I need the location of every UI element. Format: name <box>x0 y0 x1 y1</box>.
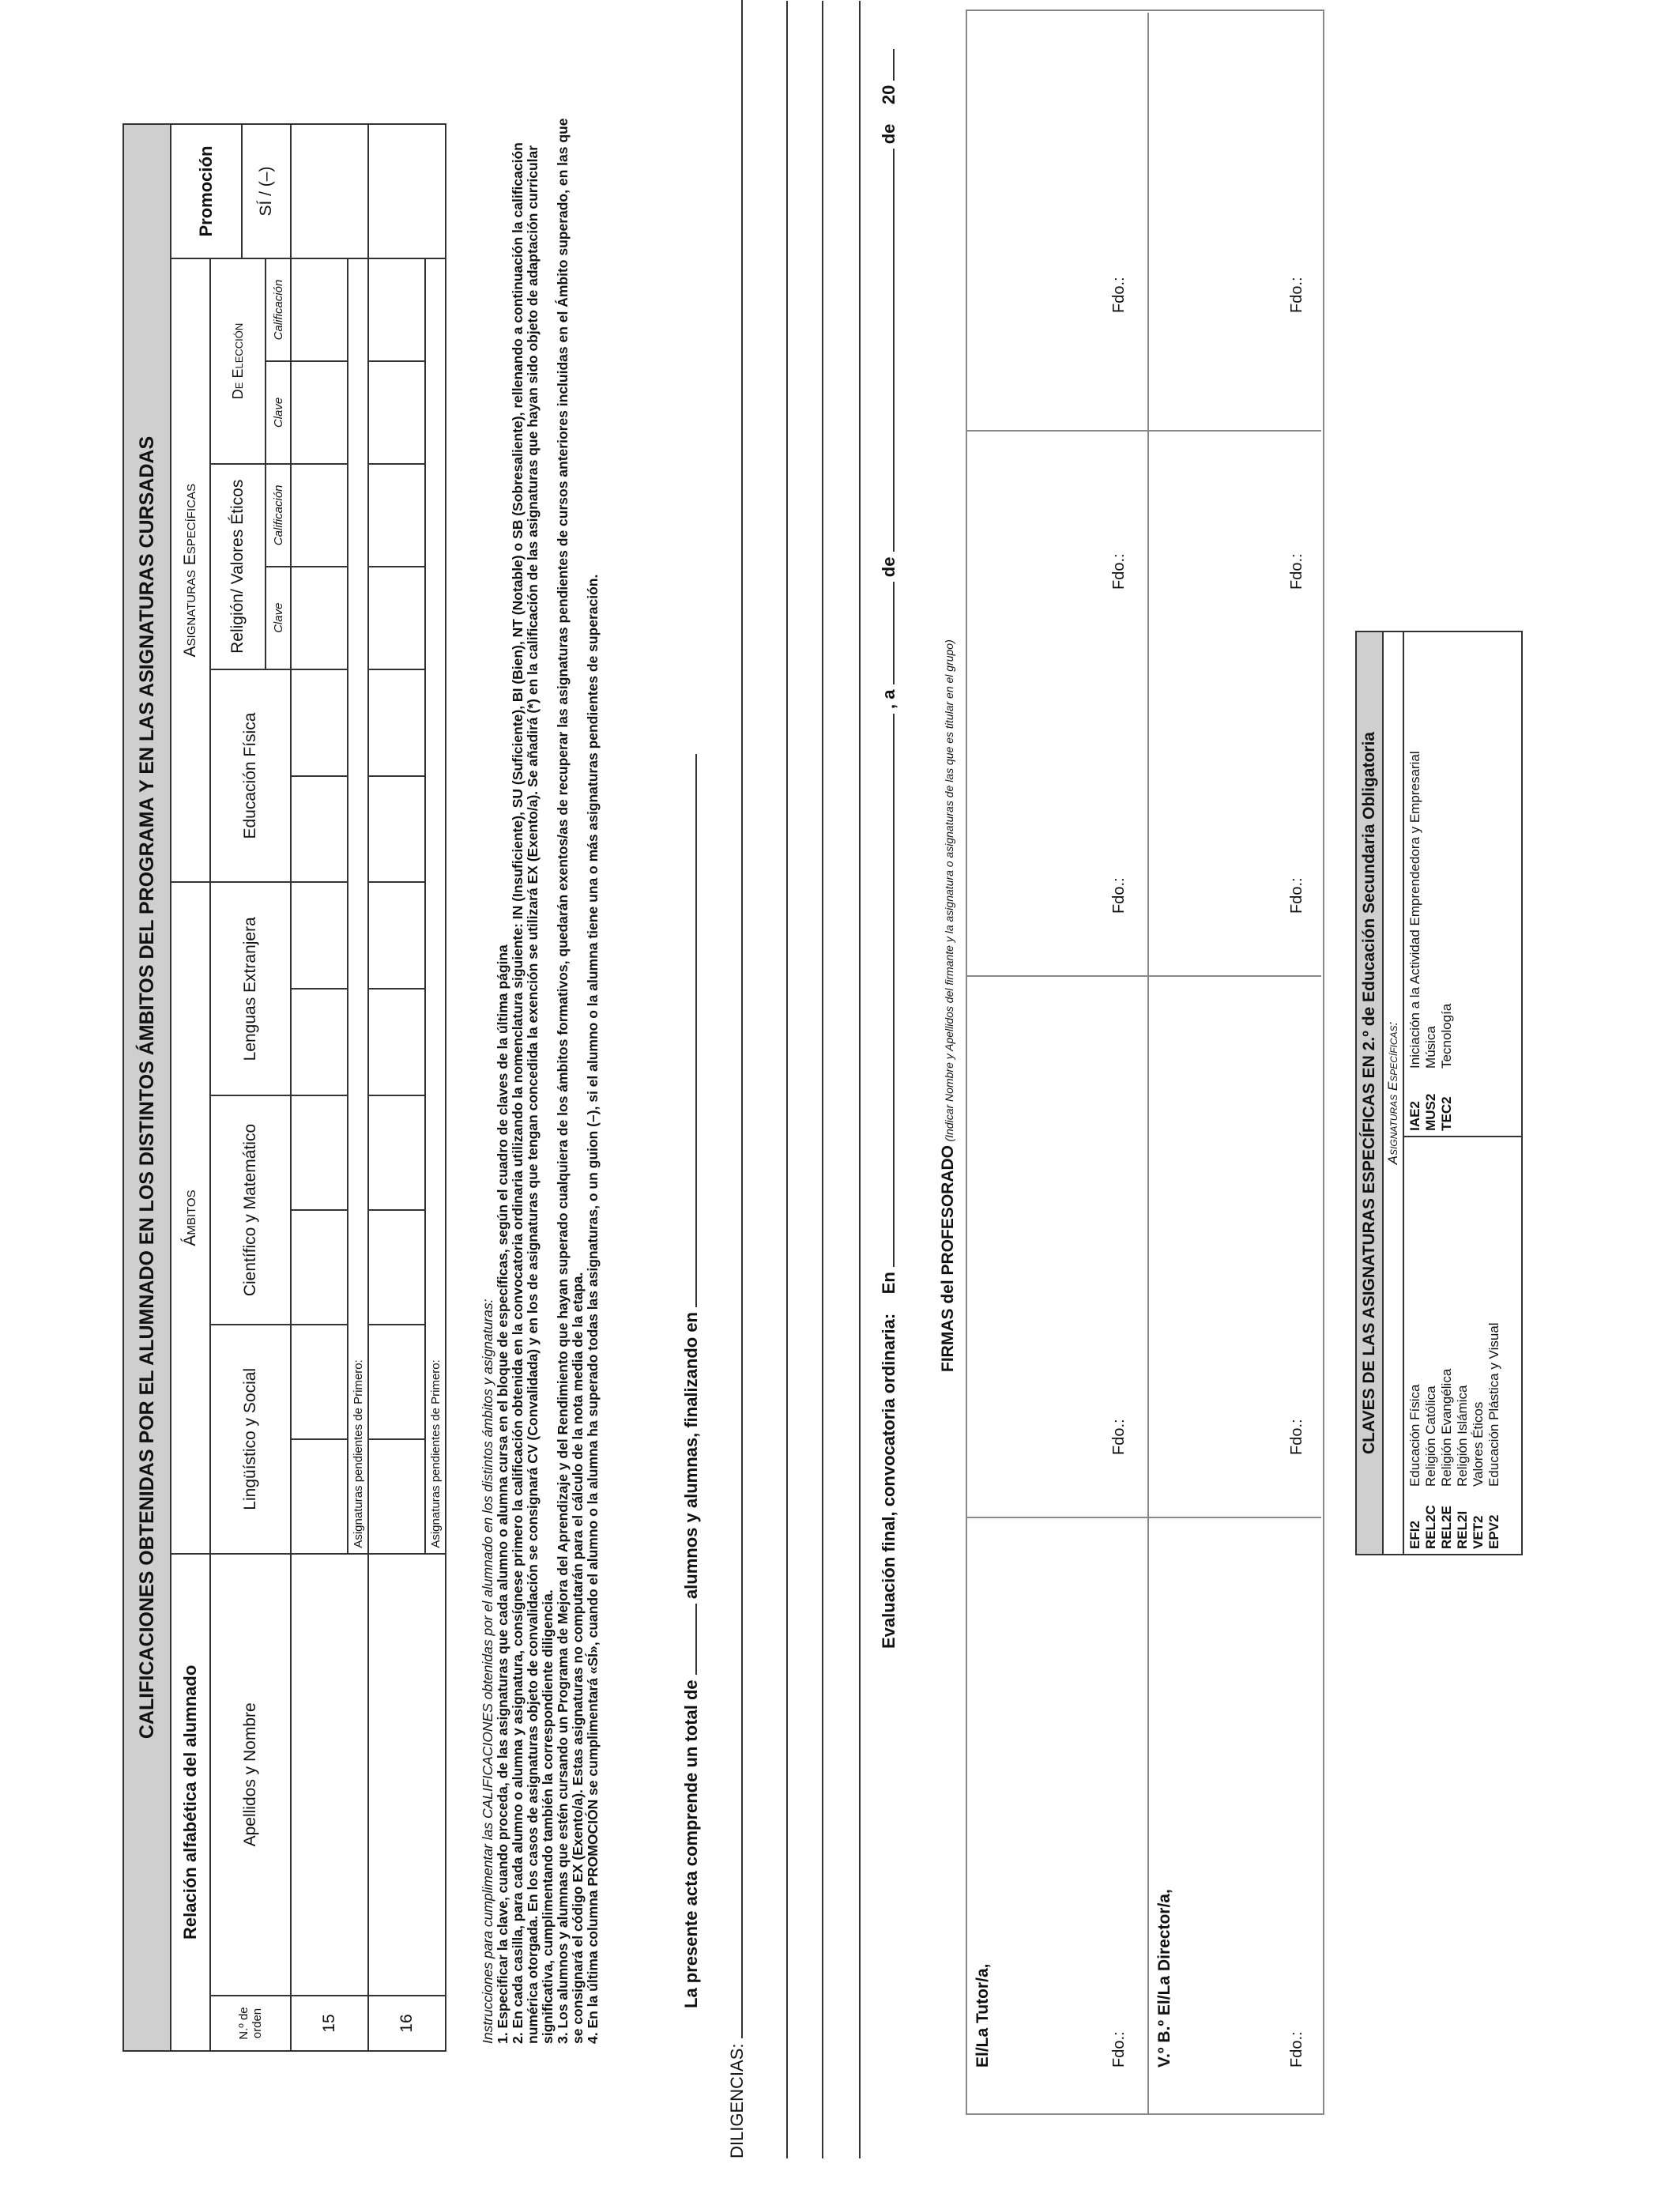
name-cell[interactable] <box>368 1554 446 1996</box>
row-num: 16 <box>368 1996 446 2051</box>
relacion-header: Relación alfabética del alumnado <box>171 1554 210 2051</box>
apellidos-header: Apellidos y Nombre <box>210 1554 291 1996</box>
instructions-intro: Instrucciones para cumplimentar las CALIFICACIONES obtenidas por el alumnado en los distintos ámbitos y asignaturas: <box>480 1299 495 2044</box>
ling-header: Lingüístico y Social <box>210 1325 291 1554</box>
firmas-title: FIRMAS del PROFESORADO <box>939 1144 957 1372</box>
row-num: 15 <box>291 1996 368 2051</box>
acta-middle: alumnos y alumnas, finalizando en <box>681 1312 701 1600</box>
instructions <box>480 115 601 2044</box>
acta-total-field[interactable] <box>695 1604 697 1675</box>
ambitos-header: Ámbitos <box>171 882 210 1553</box>
instruction-1: 1. Especificar la clave, cuando proceda, de las asignaturas que cada alumno o alumna cursa en el bloque de específicas, según el cuadro de claves de la última página <box>495 944 510 2044</box>
grades-table <box>122 123 446 2052</box>
calificacion-header: Calificación <box>266 464 291 567</box>
acta-finalizando-field[interactable] <box>695 754 697 1307</box>
evaluacion-label: Evaluación final, convocatoria ordinaria: <box>879 1313 898 1649</box>
firmas-note: (Indicar Nombre y Apellidos del firmante y la asignatura o asignaturas de las que es titular en el grupo) <box>943 639 955 1142</box>
evaluacion-mes-field[interactable] <box>893 149 895 552</box>
clave-header: Clave <box>266 567 291 669</box>
diligencias-field[interactable] <box>741 0 743 2038</box>
tutor-label: El/La Tutor/a, <box>974 1963 992 2068</box>
lenguas-header: Lenguas Extranjera <box>210 882 291 1095</box>
diligencias-rule <box>822 1 823 2158</box>
diligencias-rule <box>859 1 861 2158</box>
fdo-label: Fdo.: <box>1288 2031 1305 2068</box>
acta-prefix: La presente acta comprende un total de <box>681 1679 701 2008</box>
religion-header: Religión/ Valores Éticos <box>210 464 266 669</box>
fdo-label: Fdo.: <box>1110 553 1128 590</box>
fdo-label: Fdo.: <box>1110 2031 1128 2068</box>
evaluacion-line: Evaluación final, convocatoria ordinaria: En , a de de 20 <box>879 49 899 1649</box>
especificas-header: Asignaturas Específicas <box>171 258 210 882</box>
keys-names-1: Educación Física Religión Católica Religión Evangélica Religión Islámica Valores Éticos Educación Plástica y Visual <box>1403 1137 1522 1491</box>
diligencias-rule <box>786 1 788 2158</box>
fdo-label: Fdo.: <box>1110 877 1128 914</box>
instruction-3: 3. Los alumnos y alumnas que estén cursando un Programa de Mejora del Aprendizaje y del Rendimiento que hayan superado cualquiera de los ámbitos formativos, quedarán exentos/as de recuperar las asignaturas pendientes de cursos anteriores incluidas en el Ámbito superado, en las que se consignará el código EX (Exento/a). Estas asignaturas no computarán para el cálculo de la nota media de la etapa. <box>555 118 586 2044</box>
keys-title: CLAVES DE LAS ASIGNATURAS ESPECÍFICAS EN 2.º de Educación Secundaria Obligatoria <box>1356 631 1383 1555</box>
name-cell[interactable] <box>291 1554 368 1996</box>
firmas-header <box>939 639 958 1372</box>
pending-label: Asignaturas pendientes de Primero: <box>425 258 446 1554</box>
fdo-label: Fdo.: <box>1288 277 1305 313</box>
keys-subtitle: Asignaturas Específicas: <box>1383 631 1403 1555</box>
fdo-label: Fdo.: <box>1110 277 1128 313</box>
diligencias-label: DILIGENCIAS: <box>727 2043 747 2158</box>
promocion-header: Promoción <box>171 124 242 258</box>
fdo-label: Fdo.: <box>1288 1419 1305 1455</box>
table-row <box>291 124 348 2051</box>
diligencias-line <box>727 0 748 2158</box>
director-label: V.º B.º El/La Director/a, <box>1155 1889 1173 2068</box>
signatures-area <box>966 9 1324 2115</box>
eleccion-header: De Elección <box>210 258 266 464</box>
ef-header: Educación Física <box>210 669 291 883</box>
clave-header: Clave <box>266 361 291 464</box>
evaluacion-lugar-field[interactable] <box>893 714 895 1267</box>
instruction-2: 2. En cada casilla, para cada alumno o alumna y asignatura, consígnese primero la calificación obtenida en la convocatoria ordinaria utilizando la nomenclatura siguiente: IN (Insuficiente), SU (Suficiente), BI (Bien), NT (Notable) o SB (Sobresaliente), rellenando a continuación la calificación numérica otorgada. En los casos de asignaturas objeto de convalidación se consignará CV (Convalidada) y en los de asignaturas que tengan concedida la exención se utilizará EX (Exento/a). Se añadirá (*) en la calificación de las asignaturas que hayan sido objeto de adaptación curricular significativa, cumplimentando también la correspondiente diligencia. <box>510 142 556 2044</box>
calificacion-header: Calificación <box>266 258 291 361</box>
evaluacion-dia-field[interactable] <box>893 582 895 684</box>
keys-names-2: Iniciación a la Actividad Emprendedora y Empresarial Música Tecnología <box>1403 631 1522 1073</box>
acta-line <box>681 754 702 2008</box>
table-title: CALIFICACIONES OBTENIDAS POR EL ALUMNADO EN LOS DISTINTOS ÁMBITOS DEL PROGRAMA Y EN LAS ASIGNATURAS CURSADAS <box>123 124 171 2051</box>
fdo-label: Fdo.: <box>1110 1419 1128 1455</box>
pending-label: Asignaturas pendientes de Primero: <box>348 258 368 1554</box>
fdo-label: Fdo.: <box>1288 877 1305 914</box>
num-orden-header: N.º de orden <box>210 1996 291 2051</box>
keys-codes-2: IAE2 MUS2 TEC2 <box>1403 1073 1522 1137</box>
table-row <box>368 124 425 2051</box>
cient-header: Científico y Matemático <box>210 1095 291 1325</box>
si-no-header: SÍ / (–) <box>242 124 291 258</box>
instruction-4: 4. En la última columna PROMOCIÓN se cumplimentará «SÍ», cuando el alumno o la alumna ha superado todas las asignaturas, o un guion (–), si el alumno o la alumna tiene una o más asignaturas pendientes de superación. <box>585 574 601 2044</box>
keys-table <box>1355 631 1523 1555</box>
keys-codes-1: EFI2 REL2C REL2E REL2I VET2 EPV2 <box>1403 1491 1522 1555</box>
fdo-label: Fdo.: <box>1288 553 1305 590</box>
evaluacion-anio-field[interactable] <box>893 49 895 81</box>
